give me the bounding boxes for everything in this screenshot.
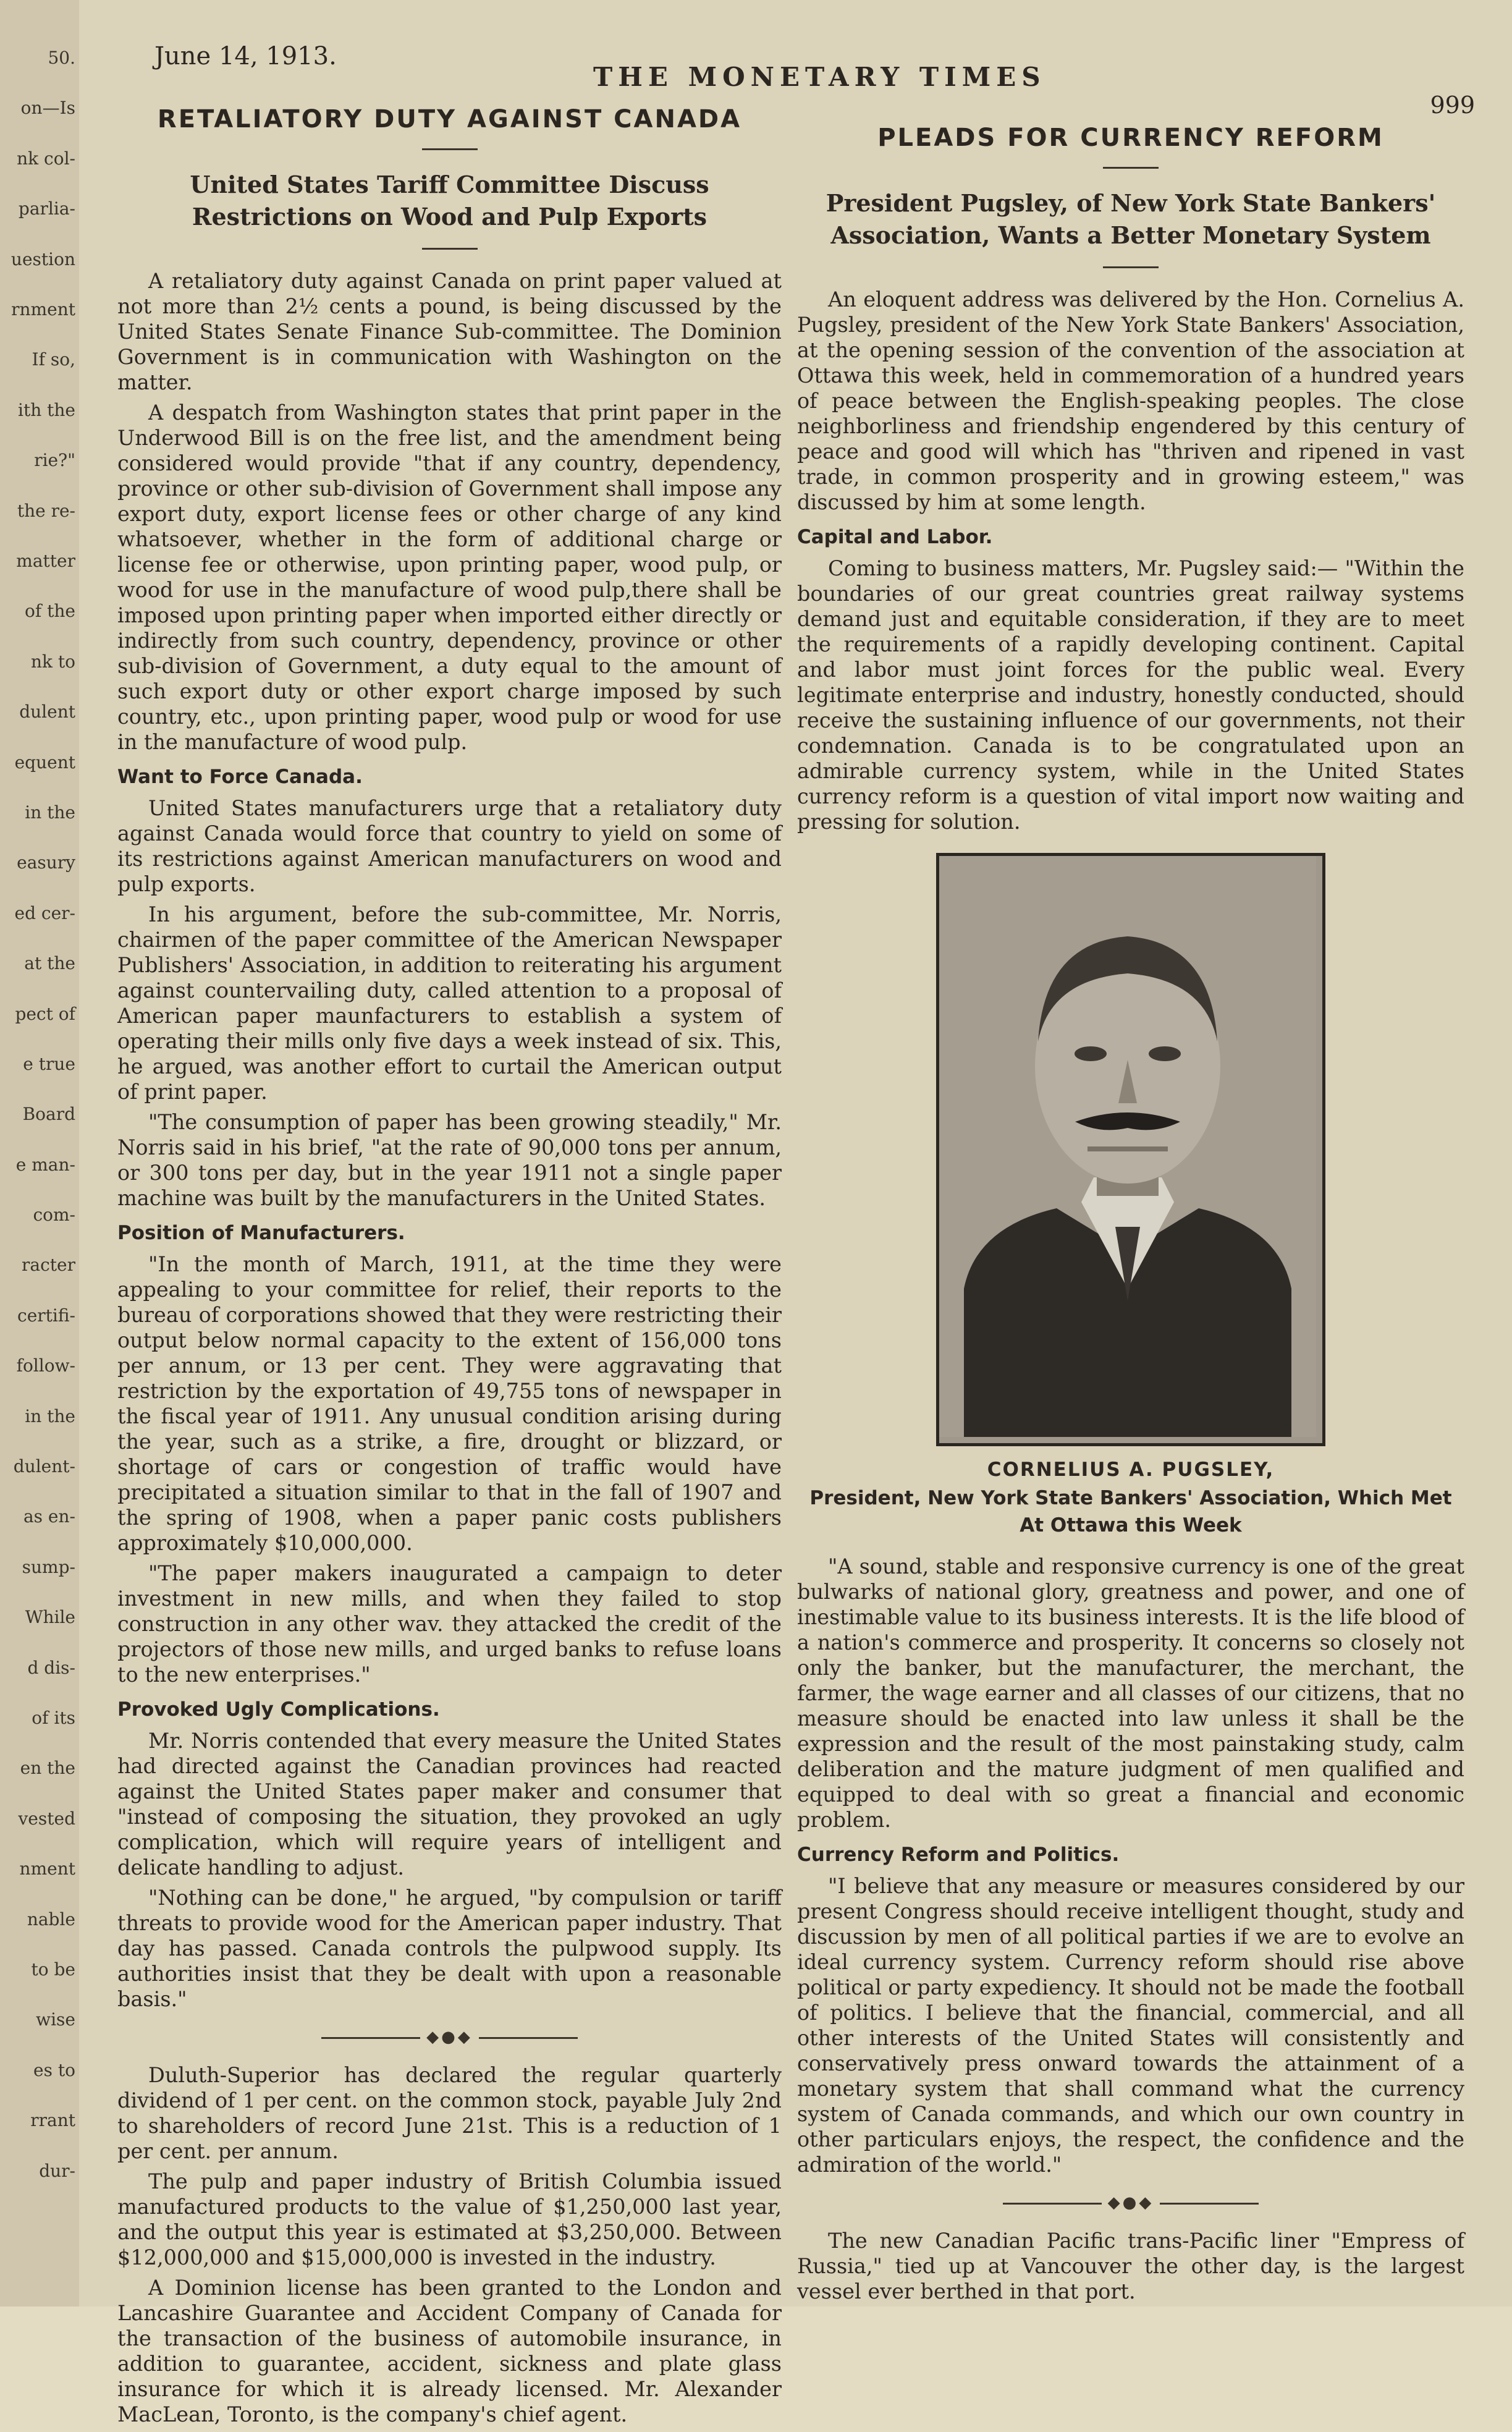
section-ornament: ◆●◆ bbox=[797, 2193, 1464, 2212]
deck-rule bbox=[1103, 266, 1159, 268]
previous-page-text-fragment: nable bbox=[27, 1909, 75, 1930]
section-heading: Capital and Labor. bbox=[797, 526, 993, 548]
previous-page-text-fragment: rrant bbox=[30, 2110, 75, 2131]
section-heading: Provoked Ugly Complications. bbox=[117, 1698, 440, 1721]
previous-page-text-fragment: rnment bbox=[11, 299, 75, 320]
previous-page-text-fragment: sump- bbox=[22, 1556, 75, 1577]
previous-page-text-fragment: com- bbox=[33, 1205, 75, 1226]
portrait-image bbox=[939, 856, 1316, 1437]
previous-page-text-fragment: of its bbox=[32, 1708, 75, 1729]
previous-page-text-fragment: at the bbox=[24, 953, 75, 974]
photo-caption-name: CORNELIUS A. PUGSLEY, bbox=[987, 1459, 1275, 1481]
previous-page-text-fragment: easury bbox=[17, 852, 75, 873]
previous-page-text-fragment: vested bbox=[18, 1808, 75, 1829]
previous-page-text-fragment: certifi- bbox=[17, 1305, 75, 1326]
previous-page-text-fragment: of the bbox=[25, 601, 75, 622]
previous-page-text-fragment: If so, bbox=[32, 349, 75, 370]
body-paragraph: "In the month of March, 1911, at the time they were appealing to your committee for relief, their reports to the bureau of corporations showed that they were restricting their output below normal capacity to the extent of 156,000 tons per annum, or 13 per cent. They were aggravating that restriction by the exportation of 49,755 tons of newspaper in the fiscal year of 1911. Any unusual condition arising during the year, such as a strike, a fire, drought or blizzard, or shortage of cars or congestion of traffic would have precipitated a situation similar to that in the fall of 1907 and the spring of 1908, when a paper panic costs publishers approximately $10,000,000. bbox=[117, 1252, 782, 1555]
intro-paragraph: An eloquent address was delivered by the Hon. Cornelius A. Pugsley, president of the New York State Bankers' Association, at the opening session of the convention of the association at Ottawa this week, held in commemoration of a hundred years of peace between the English-speaking peoples. The close neighborliness and friendship engendered by this century of peace and good will which has "thriven and ripened in vast trade, in common prosperity and in growing esteem," was discussed by him at some length. bbox=[797, 287, 1464, 514]
headline-rule bbox=[1103, 167, 1159, 169]
previous-page-text-fragment: ith the bbox=[18, 399, 75, 420]
previous-page-text-fragment: racter bbox=[22, 1255, 75, 1276]
previous-page-text-fragment: e true bbox=[23, 1053, 75, 1074]
section-ornament: ◆●◆ bbox=[117, 2028, 782, 2046]
body-paragraph: United States manufacturers urge that a retaliatory duty against Canada would force that country to yield on some of its restrictions against American manufacturers on wood and pulp exports. bbox=[117, 796, 782, 896]
previous-page-text-fragment: dulent- bbox=[13, 1456, 75, 1477]
body-paragraph: "The paper makers inaugurated a campaign to deter investment in new mills, and when they failed to stop construction in any other wav. they attacked the credit of the projectors of those new mills, and urged banks to refuse loans to the new enterprises." bbox=[117, 1561, 782, 1687]
body-paragraph: In his argument, before the sub-committee, Mr. Norris, chairmen of the paper committee of the American Newspaper Publishers' Association, in addition to reiterating his argument against countervailing duty, called attention to a proposal of American paper maunfacturers to establish a system of operating their mills only five days a week instead of six. This, he argued, was another effort to curtail the American output of print paper. bbox=[117, 902, 782, 1104]
right-deck: President Pugsley, of New York State Bankers' Association, Wants a Better Monetary System bbox=[826, 189, 1436, 249]
previous-page-text-fragment: parlia- bbox=[18, 198, 75, 219]
section-heading: Currency Reform and Politics. bbox=[797, 1844, 1120, 1866]
left-headline: RETALIATORY DUTY AGAINST CANADA bbox=[157, 105, 742, 133]
previous-page-text-fragment: pect of bbox=[15, 1003, 75, 1024]
body-paragraph: "Nothing can be done," he argued, "by compulsion or tariff threats to provide wood for the American paper industry. That day has passed. Canada controls the pulpwood supply. Its authorities insist that they be dealt with upon a reasonable basis." bbox=[117, 1886, 782, 2011]
left-column bbox=[117, 105, 782, 2432]
closing-paragraph: The new Canadian Pacific trans-Pacific liner "Empress of Russia," tied up at Vancouver the other day, is the largest vessel ever berthed in that port. bbox=[797, 2229, 1464, 2303]
previous-page-text-fragment: to be bbox=[31, 1959, 75, 1980]
body-paragraph: Mr. Norris contended that every measure the United States had directed against the Canadian provinces had reacted against the United States paper maker and consumer that "instead of composing the situation, they provoked an ugly complication, which will require years of intelligent and delicate handling to adjust. bbox=[117, 1729, 782, 1879]
previous-page-text-fragment: equent bbox=[14, 752, 75, 773]
previous-page-text-fragment: the re- bbox=[17, 500, 75, 521]
body-paragraph: "The consumption of paper has been growing steadily," Mr. Norris said in his brief, "at the rate of 90,000 tons per annum, or 300 tons per day, but in the year 1911 not a single paper machine was built by the manufacturers in the United States. bbox=[117, 1110, 782, 1210]
page-number: 999 bbox=[1430, 91, 1475, 119]
previous-page-text-fragment: nk col- bbox=[17, 148, 75, 169]
portrait-photo bbox=[936, 853, 1325, 1446]
previous-page-text-fragment: dur- bbox=[39, 2160, 75, 2181]
previous-page-text-fragment: 50. bbox=[48, 48, 75, 68]
body-paragraph: Coming to business matters, Mr. Pugsley said:— "Within the boundaries of our great countries great railway systems demand just and equitable consideration, if they are to meet the requirements of a rapidly developing continent. Capital and labor must joint forces for the public weal. Every legitimate enterprise and industry, honestly conducted, should receive the sustaining influence of our governments, not their condemnation. Canada is to be congratulated upon an admirable currency system, while in the United States currency reform is a question of vital import now waiting and pressing for solution. bbox=[797, 556, 1464, 834]
previous-page-text-fragment: uestion bbox=[11, 248, 75, 269]
body-paragraph: The pulp and paper industry of British Columbia issued manufactured products to the value of $1,250,000 last year, and the output this year is estimated at $3,250,000. Between $12,000,000 and $15,000,000 is invested in the industry. bbox=[117, 2169, 782, 2269]
right-column bbox=[797, 105, 1464, 2309]
previous-page-edge bbox=[0, 0, 81, 2307]
body-paragraph: A despatch from Washington states that print paper in the Underwood Bill is on the free list, and the amendment being considered would provide "that if any country, dependency, province or other sub-division of Government shall impose any export duty, export license fees or other charge of any kind whatsoever, whether in the form of additional charge or license fee or otherwise, upon printing paper, wood pulp, or wood for use in the manufacture of wood pulp,there shall be imposed upon printing paper when imported either directly or indirectly from such country, dependency, province or other sub-division of Government, a duty equal to the amount of such export duty or other export charge imposed by such country, etc., upon printing paper, wood pulp or wood for use in the manufacture of wood pulp. bbox=[117, 400, 782, 754]
previous-page-text-fragment: While bbox=[25, 1607, 75, 1628]
previous-page-text-fragment: es to bbox=[33, 2059, 75, 2080]
body-paragraph: "A sound, stable and responsive currency is one of the great bulwarks of national glory, greatness and power, and one of inestimable value to its business interests. It is the life blood of a nation's commerce and prosperity. It concerns so closely not only the banker, but the manufacturer, the merchant, the farmer, the wage earner and all classes of our citizens, that no measure should be enacted into law unless it shall be the expression and the result of the most painstaking study, calm deliberation and the mature judgment of men qualified and equipped to deal with so great a financial and economic problem. bbox=[797, 1554, 1464, 1832]
previous-page-text-fragment: in the bbox=[25, 802, 75, 823]
previous-page-text-fragment: nment bbox=[19, 1858, 75, 1879]
previous-page-text-fragment: in the bbox=[25, 1405, 75, 1426]
previous-page-text-fragment: d dis- bbox=[27, 1657, 75, 1678]
previous-page-text-fragment: as en- bbox=[23, 1506, 75, 1527]
body-paragraph: A Dominion license has been granted to the London and Lancashire Guarantee and Accident Company of Canada for the transaction of the business of automobile insurance, in addition to guarantee, accident, sickness and plate glass insurance for which it is already licensed. Mr. Alexander MacLean, Toronto, is the company's chief agent. bbox=[117, 2276, 782, 2426]
body-paragraph: "I believe that any measure or measures considered by our present Congress should receive intelligent thought, study and discussion by men of all political parties if we are to evolve an ideal currency system. Currency reform should rise above political or party expediency. It should not be made the football of politics. I believe that the financial, commercial, and all other interests of the United States will consistently and conservatively press onward towards the attainment of a monetary system that shall command what the currency system of Canada commands, and which our own country in other particulars enjoys, the respect, the confidence and the admiration of the world." bbox=[797, 1874, 1464, 2177]
previous-page-text-fragment: matter bbox=[16, 550, 75, 571]
previous-page-text-fragment: en the bbox=[20, 1758, 75, 1779]
previous-page-text-fragment: dulent bbox=[19, 701, 75, 722]
right-headline: PLEADS FOR CURRENCY REFORM bbox=[877, 124, 1384, 152]
previous-page-text-fragment: ed cer- bbox=[14, 902, 75, 923]
section-heading: Want to Force Canada. bbox=[117, 766, 363, 788]
body-paragraph: A retaliatory duty against Canada on print paper valued at not more than 2½ cents a pound, is being discussed by the United States Senate Finance Sub-committee. The Dominion Government is in communication with Washington on the matter. bbox=[117, 269, 782, 394]
previous-page-text-fragment: on—Is bbox=[20, 98, 75, 119]
previous-page-text-fragment: Board bbox=[22, 1104, 75, 1125]
left-article-body bbox=[117, 268, 782, 2427]
previous-page-text-fragment: follow- bbox=[16, 1355, 75, 1376]
publication-title: THE MONETARY TIMES bbox=[593, 62, 1046, 92]
body-paragraph: Duluth-Superior has declared the regular quarterly dividend of 1 per cent. on the common stock, payable July 2nd to shareholders of record June 21st. This is a reduction of 1 per cent. per annum. bbox=[117, 2063, 782, 2163]
headline-rule bbox=[422, 148, 478, 150]
previous-page-text-fragment: wise bbox=[36, 2009, 75, 2030]
previous-page-text-fragment: e man- bbox=[15, 1154, 75, 1175]
section-heading: Position of Manufacturers. bbox=[117, 1222, 405, 1244]
previous-page-text-fragment: nk to bbox=[30, 651, 75, 672]
photo-caption-title: President, New York State Bankers' Association, Which Met At Ottawa this Week bbox=[809, 1487, 1452, 1536]
deck-rule bbox=[422, 248, 478, 250]
issue-date: June 14, 1913. bbox=[154, 42, 337, 70]
left-deck: United States Tariff Committee Discuss Restrictions on Wood and Pulp Exports bbox=[190, 171, 709, 231]
previous-page-text-fragment: rie?" bbox=[34, 450, 75, 471]
